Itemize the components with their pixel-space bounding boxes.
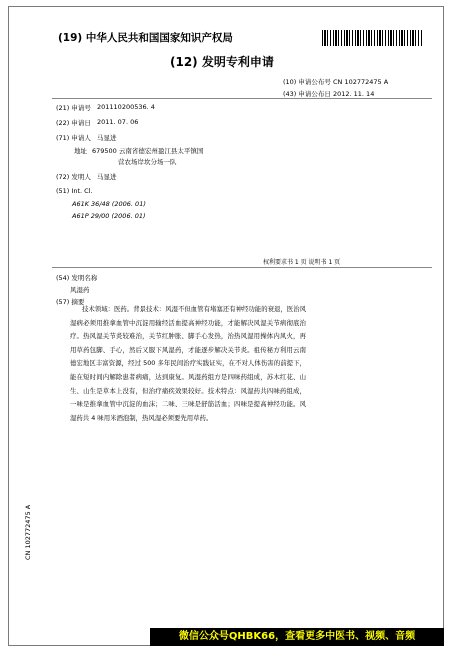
address-line2: 营农场岸坎分场一队 [118,158,177,166]
pages-info: 权利要求书 1 页 说明书 1 页 [263,259,341,266]
address-label: 地址 [74,147,87,155]
invention-title: 风湿药 [70,286,90,294]
section-rule [52,267,432,268]
filing-date-label: (22) 申请日 [56,119,91,127]
document-type: (12) 发明专利申请 [170,55,274,69]
inventor: 马显进 [97,173,117,181]
inventor-label: (72) 发明人 [56,173,91,181]
app-no-label: (21) 申请号 [56,104,91,112]
app-no: 201110200536. 4 [97,103,155,111]
filing-date: 2011. 07. 06 [97,118,139,126]
publication-date: (43) 申请公布日 2012. 11. 14 [283,90,375,98]
intcl-label: (51) Int. Cl. [56,187,93,195]
header-rule [52,98,432,99]
applicant: 马显进 [97,134,117,142]
ipc-class-1: A61K 36/48 (2006. 01) [72,200,146,208]
abstract-label: (57) 摘要 [56,298,85,306]
promo-banner: 微信公众号QHBK66，查看更多中医书、视频、音频 [150,628,444,646]
abstract-text: 技术领域：医药。背景技术：风湿不但血管有堵塞还有神经功能的衰退，医治风湿病必须用推拿血管中沉淀用输经活血提高神经功能，才能解决风湿关节病彻底治疗。热风湿关节炎较难治，关节红肿胀、脚手心发热，治热风湿用操体内风火，再用草药包脚、手心，然后又服下风湿药，才能逐步解决关节炎。祖传秘方利用云南德宏地区丰富资源，经过 500 多年民间治疗实践证实，在不对人体伤害的前提下，能在短时间内解除患者病痛，达到康复。风湿药组方是四味药组成，苏木红花、山生、山生是草本上没有，但治疗痛疾效果较好。技术特点：风湿药共四味药组成，一味是推拿血管中沉淀的血沫；二味、三味是舒筋活血；四味是提高神经功能。风湿药共 4 味用米酒泡制，热风湿必须要先用草药。 [70,305,306,422]
publication-number: (10) 申请公布号 CN 102772475 A [283,78,389,86]
office-name: (19) 中华人民共和国国家知识产权局 [58,32,233,44]
ipc-class-2: A61P 29/00 (2006. 01) [72,212,146,220]
applicant-label: (71) 申请人 [56,134,91,142]
title-label: (54) 发明名称 [56,274,98,282]
address-line1: 679500 云南省德宏州盈江县太平镇国 [92,147,204,155]
side-publication-code: CN 102772475 A [24,504,32,560]
barcode [322,30,422,46]
